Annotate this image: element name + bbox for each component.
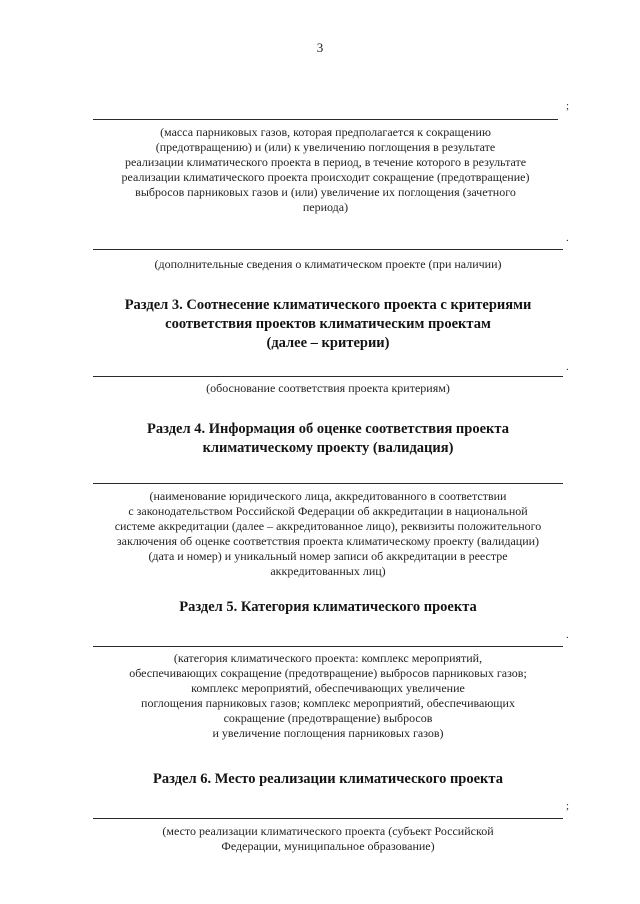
line-end-mark: . — [566, 629, 569, 641]
fill-line-validation — [93, 483, 563, 484]
fill-line-criteria — [93, 376, 563, 377]
line-end-mark: ; — [566, 100, 570, 112]
line-end-mark: . — [566, 361, 569, 373]
caption-additional-info: (дополнительные сведения о климатическом проекте (при наличии) — [154, 257, 502, 271]
section-6-heading: Раздел 6. Место реализации климатического проекта — [153, 771, 503, 787]
caption-validation: (наименование юридического лица, аккредитованного в соответствии с законодательством Российской Федерации об аккредитации в национальной системе аккредитации (далее – аккредитованное лицо), реквизиты положительного заключения об оценке соответствия проекта климатическому проекту (валидации) (дата и номер) и уникальный номер записи об аккредитации в реестре аккредитованных лиц) — [114, 489, 542, 578]
caption-location: (место реализации климатического проекта (субъект Российской Федерации, муниципальное образование) — [162, 824, 494, 853]
section-3-heading: Раздел 3. Соотнесение климатического проекта с критериями соответствия проектов климатическим проектам (далее – критерии) — [124, 297, 532, 351]
caption-category: (категория климатического проекта: комплекс мероприятий, обеспечивающих сокращение (предотвращение) выбросов парниковых газов; комплекс мероприятий, обеспечивающих увеличение поглощения парниковых газов; комплекс мероприятий, обеспечивающих сокращение (предотвращение) выбросов и увеличение поглощения парниковых газов) — [129, 651, 527, 740]
fill-line-additional-info — [93, 249, 563, 250]
caption-emission-mass: (масса парниковых газов, которая предполагается к сокращению (предотвращению) и (или) к увеличению поглощения в результате реализации климатического проекта в период, в течение которого в результате реализации климатического проекта происходит сокращение (предотвращение) выбросов парниковых газов и (или) увеличение их поглощения (зачетного периода) — [121, 125, 530, 214]
line-end-mark: . — [566, 232, 569, 244]
fill-line-location — [93, 818, 563, 819]
fill-line-emission-mass — [93, 119, 558, 120]
fill-line-category — [93, 646, 563, 647]
page-number: 3 — [316, 40, 324, 55]
section-4-heading: Раздел 4. Информация об оценке соответствия проекта климатическому проекту (валидация) — [147, 421, 509, 456]
caption-criteria: (обоснование соответствия проекта критериям) — [206, 381, 450, 395]
line-end-mark: ; — [566, 800, 570, 812]
section-5-heading: Раздел 5. Категория климатического проекта — [179, 599, 477, 615]
